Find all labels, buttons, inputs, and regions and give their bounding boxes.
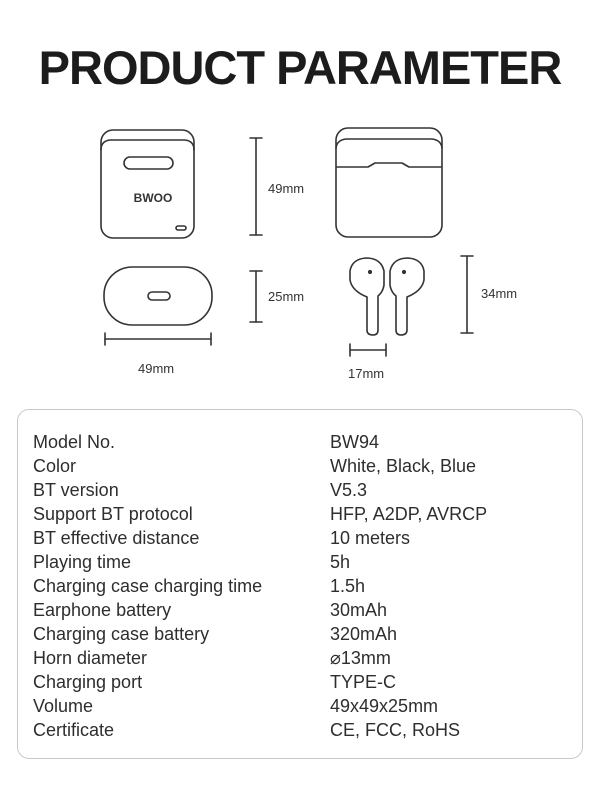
- spec-label: Charging case charging time: [33, 576, 263, 596]
- spec-row-case-charging-time: [18, 574, 584, 598]
- page-title: PRODUCT PARAMETER: [38, 41, 562, 94]
- spec-row-model: [18, 430, 584, 454]
- spec-row-horn-diameter: [18, 646, 584, 670]
- spec-label: Playing time: [33, 552, 132, 572]
- case-bottom-view: [104, 267, 212, 325]
- spec-row-color: [18, 454, 584, 478]
- spec-row-bt-protocol: [18, 502, 584, 526]
- spec-value: TYPE-C: [330, 672, 397, 692]
- case-front-view: [101, 130, 194, 238]
- spec-label: Earphone battery: [33, 600, 172, 620]
- dim-line-case-depth: [250, 271, 262, 322]
- spec-label: Horn diameter: [33, 648, 148, 668]
- earbud-right: [390, 258, 424, 335]
- spec-value: 320mAh: [330, 624, 398, 644]
- dim-line-earbud-height: [461, 256, 473, 333]
- spec-value: White, Black, Blue: [330, 456, 477, 476]
- spec-value: V5.3: [330, 480, 368, 500]
- dim-line-case-width: [105, 333, 211, 345]
- spec-label: Charging port: [33, 672, 143, 692]
- spec-label: Charging case battery: [33, 624, 210, 644]
- spec-label: Model No.: [33, 432, 116, 452]
- spec-row-charging-port: [18, 670, 584, 694]
- dim-label-case-depth: 25mm: [268, 289, 305, 304]
- dim-line-case-height: [250, 138, 262, 235]
- spec-row-playing-time: [18, 550, 584, 574]
- spec-value: HFP, A2DP, AVRCP: [330, 504, 488, 524]
- spec-label: BT version: [33, 480, 119, 500]
- dim-label-case-width: 49mm: [138, 361, 175, 376]
- case-back-view: [336, 128, 442, 237]
- spec-table: [17, 409, 583, 759]
- spec-value: 30mAh: [330, 600, 388, 620]
- dim-label-case-height: 49mm: [268, 181, 305, 196]
- spec-row-certificate: [18, 718, 584, 742]
- spec-row-bt-version: [18, 478, 584, 502]
- spec-label: Support BT protocol: [33, 504, 193, 524]
- spec-label: Certificate: [33, 720, 115, 740]
- spec-label: BT effective distance: [33, 528, 200, 548]
- dim-line-earbud-width: [350, 344, 386, 356]
- spec-value: 5h: [330, 552, 351, 572]
- spec-value: BW94: [330, 432, 380, 452]
- spec-value: 49x49x25mm: [330, 696, 439, 716]
- spec-value: CE, FCC, RoHS: [330, 720, 461, 740]
- spec-value: ⌀13mm: [330, 648, 391, 668]
- spec-row-case-battery: [18, 622, 584, 646]
- spec-row-volume: [18, 694, 584, 718]
- spec-row-earphone-battery: [18, 598, 584, 622]
- spec-label: Volume: [33, 696, 94, 716]
- spec-value: 1.5h: [330, 576, 366, 596]
- dim-label-earbud-width: 17mm: [348, 366, 385, 381]
- spec-label: Color: [33, 456, 77, 476]
- brand-logo: BWOO: [133, 191, 173, 205]
- spec-row-bt-distance: [18, 526, 584, 550]
- spec-value: 10 meters: [330, 528, 411, 548]
- earbud-left: [350, 258, 384, 335]
- dim-label-earbud-height: 34mm: [481, 286, 518, 301]
